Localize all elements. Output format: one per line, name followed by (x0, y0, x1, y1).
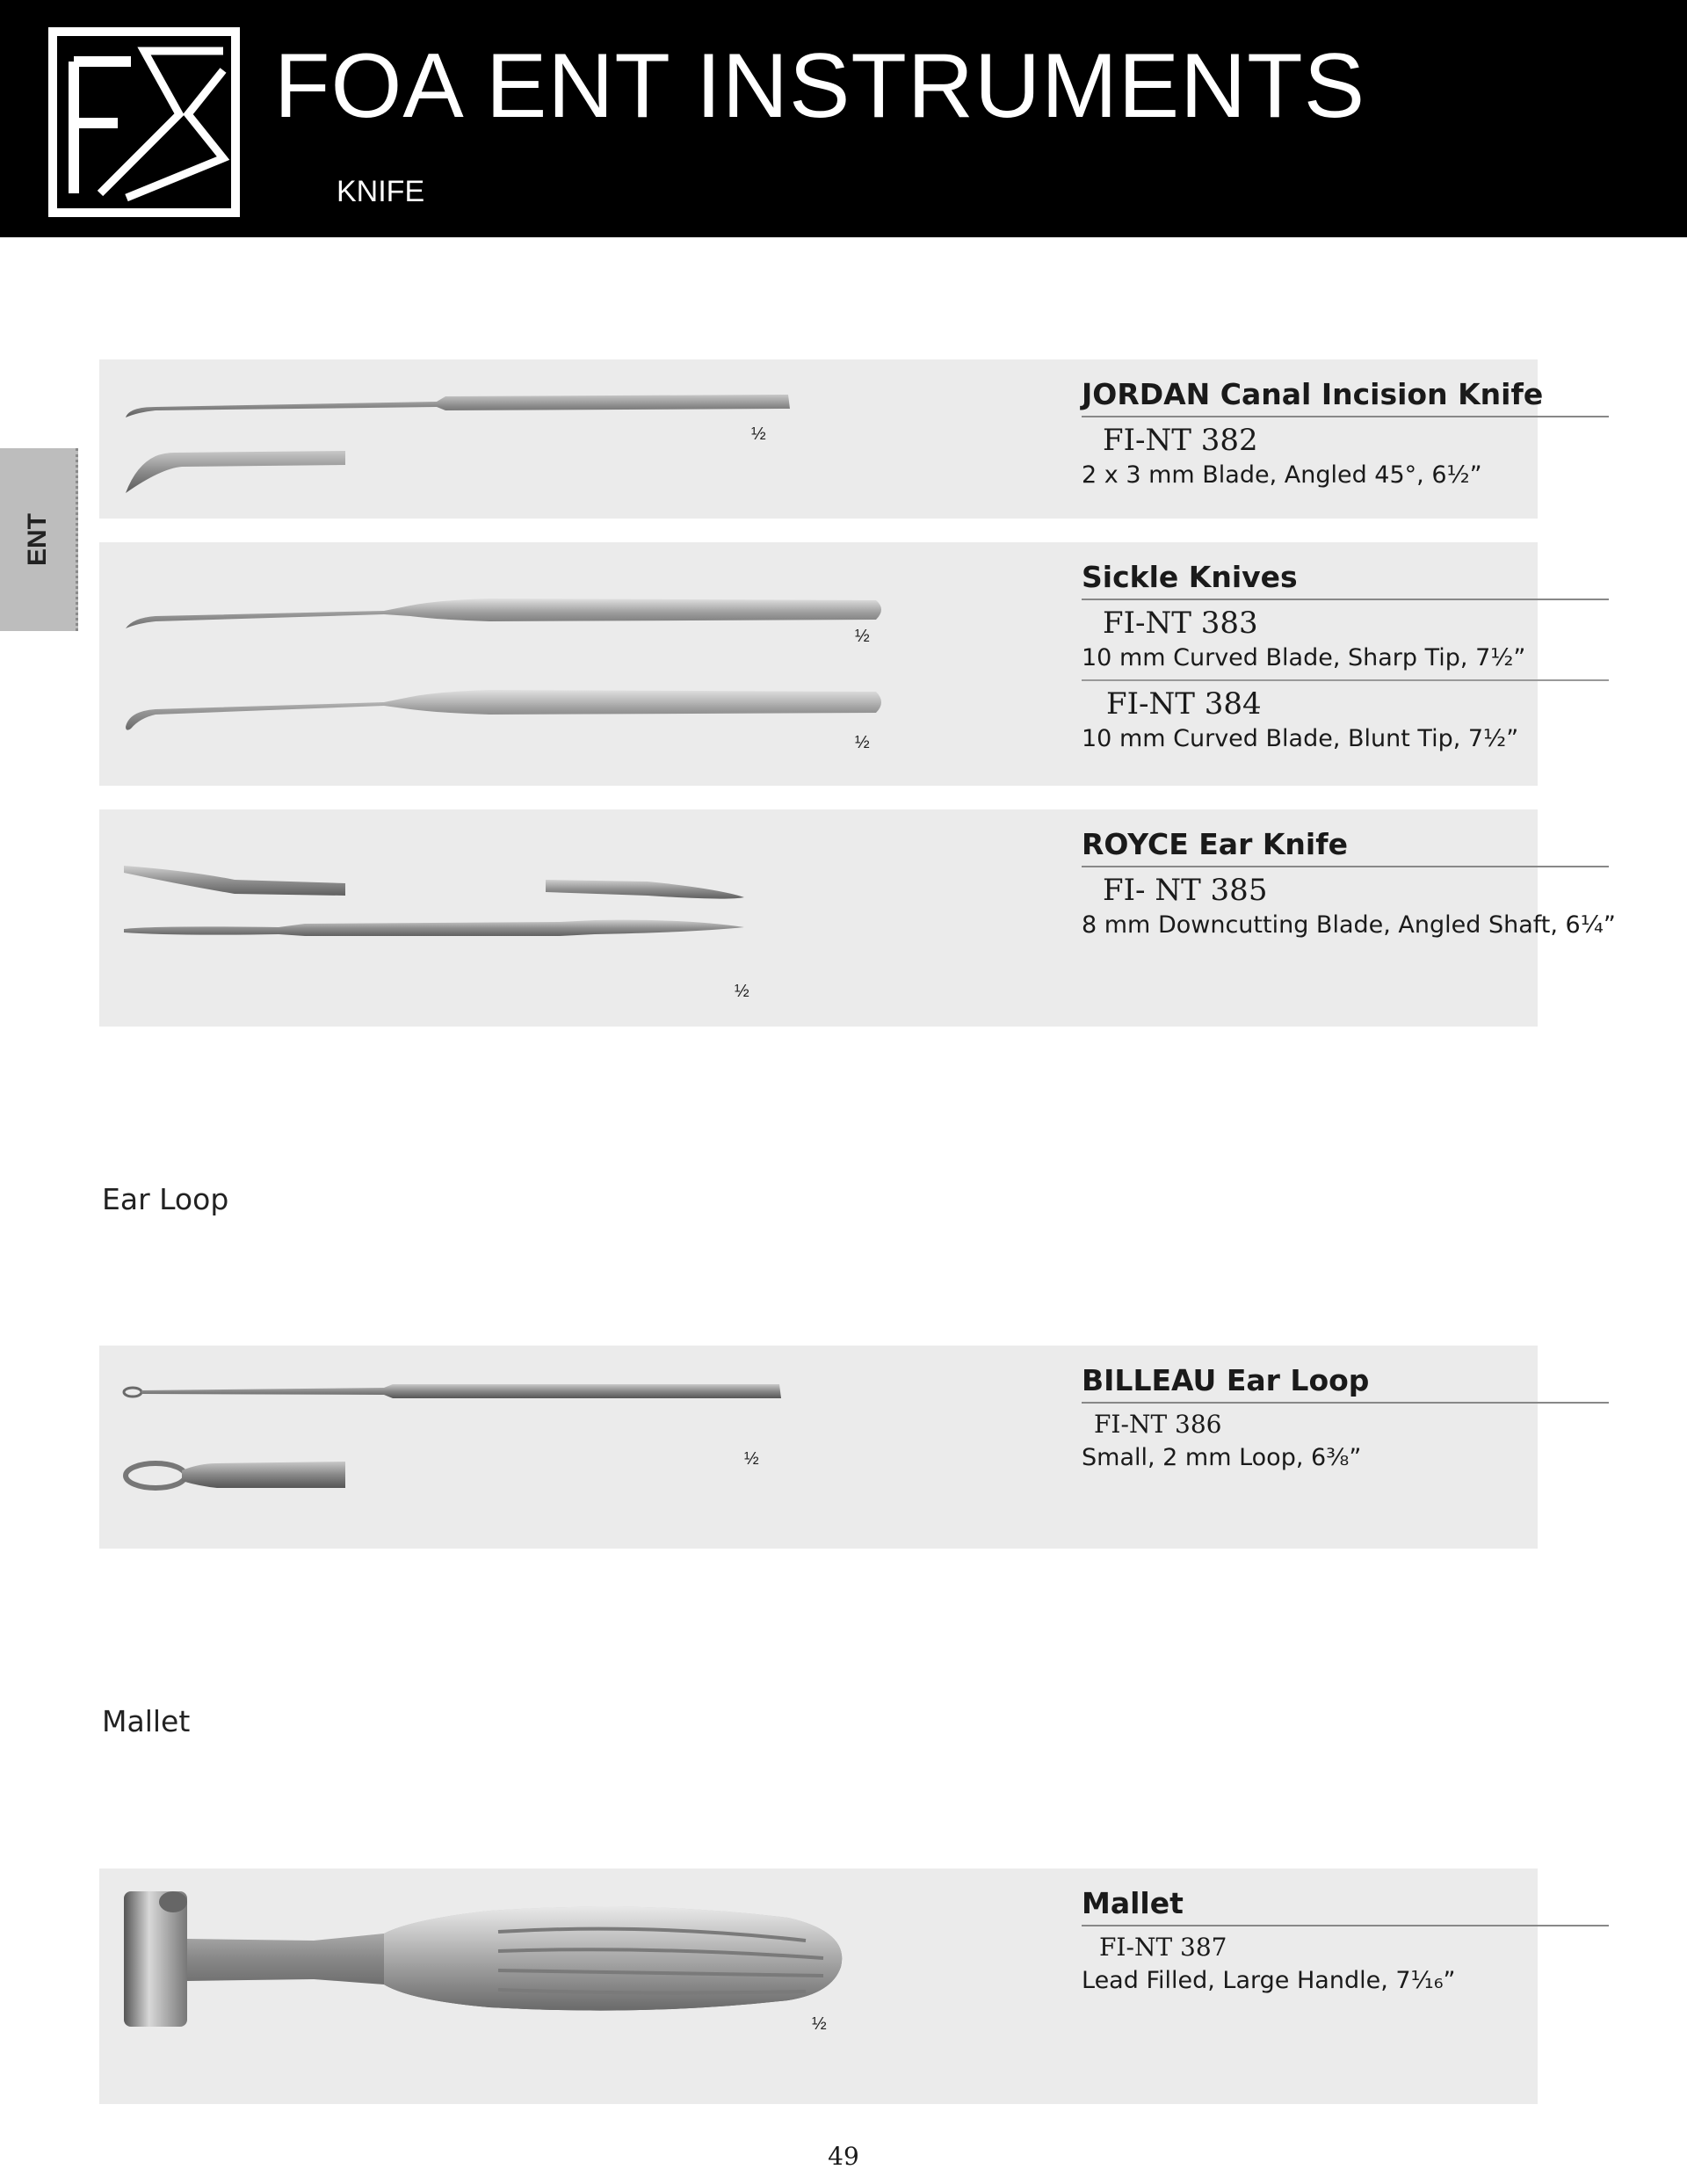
page-header (0, 0, 1687, 237)
sickle-knife-sharp-image (126, 599, 881, 628)
product-panel-sickle (99, 542, 1538, 786)
billeau-ear-loop-image (124, 1384, 781, 1398)
product-info-billeau (1082, 1363, 1609, 1474)
product-code: FI-NT 382 (1103, 423, 1258, 458)
sickle-knife-blunt-image (126, 690, 881, 730)
product-title: Mallet (1082, 1886, 1609, 1926)
product-code: FI- NT 385 (1103, 873, 1268, 908)
product-description: Lead Filled, Large Handle, 7¹⁄₁₆” (1082, 1967, 1456, 1994)
product-description: Small, 2 mm Loop, 6⅜” (1082, 1444, 1362, 1471)
product-description: 10 mm Curved Blade, Sharp Tip, 7½” (1082, 644, 1526, 671)
product-info-jordan (1082, 377, 1609, 491)
foa-logo-icon (47, 26, 241, 218)
scale-label: ½ (812, 2014, 827, 2034)
product-panel-billeau (99, 1346, 1538, 1549)
product-title: Sickle Knives (1082, 560, 1609, 600)
section-heading-mallet: Mallet (102, 1704, 191, 1738)
product-description: 10 mm Curved Blade, Blunt Tip, 7½” (1082, 725, 1519, 752)
section-subtitle: KNIFE (337, 175, 425, 208)
product-panel-royce (99, 809, 1616, 1027)
brand-title: FOA ENT INSTRUMENTS (274, 35, 1366, 137)
product-code: FI-NT 386 (1094, 1410, 1222, 1439)
product-code: FI-NT 387 (1099, 1933, 1227, 1962)
product-description: 8 mm Downcutting Blade, Angled Shaft, 6¼” (1082, 911, 1616, 939)
page-number: 49 (828, 2142, 859, 2171)
billeau-loop-detail-image (126, 1462, 345, 1488)
product-panel-mallet (99, 1868, 1538, 2104)
product-code: FI-NT 384 (1106, 686, 1262, 722)
scale-label: ½ (744, 1449, 759, 1469)
product-info-mallet (1082, 1886, 1609, 1997)
scale-label: ½ (735, 982, 749, 1001)
section-heading-ear-loop: Ear Loop (102, 1182, 229, 1216)
scale-label: ½ (855, 627, 870, 646)
product-title: JORDAN Canal Incision Knife (1082, 377, 1609, 417)
product-info-sickle (1082, 560, 1609, 755)
mallet-image (120, 1888, 929, 2072)
product-panel-jordan (99, 359, 1544, 519)
scale-label: ½ (855, 733, 870, 752)
product-title: ROYCE Ear Knife (1082, 827, 1609, 867)
scale-label: ½ (751, 424, 766, 444)
royce-knife-detail-image (124, 866, 744, 899)
item-divider (1082, 679, 1609, 681)
royce-knife-image (124, 920, 744, 936)
product-description: 2 x 3 mm Blade, Angled 45°, 6½” (1082, 461, 1482, 489)
side-tab-ent[interactable] (0, 448, 78, 631)
side-tab-label: ENT (23, 513, 52, 566)
product-title: BILLEAU Ear Loop (1082, 1363, 1609, 1404)
product-code: FI-NT 383 (1103, 606, 1258, 641)
product-info-royce (1082, 827, 1616, 941)
